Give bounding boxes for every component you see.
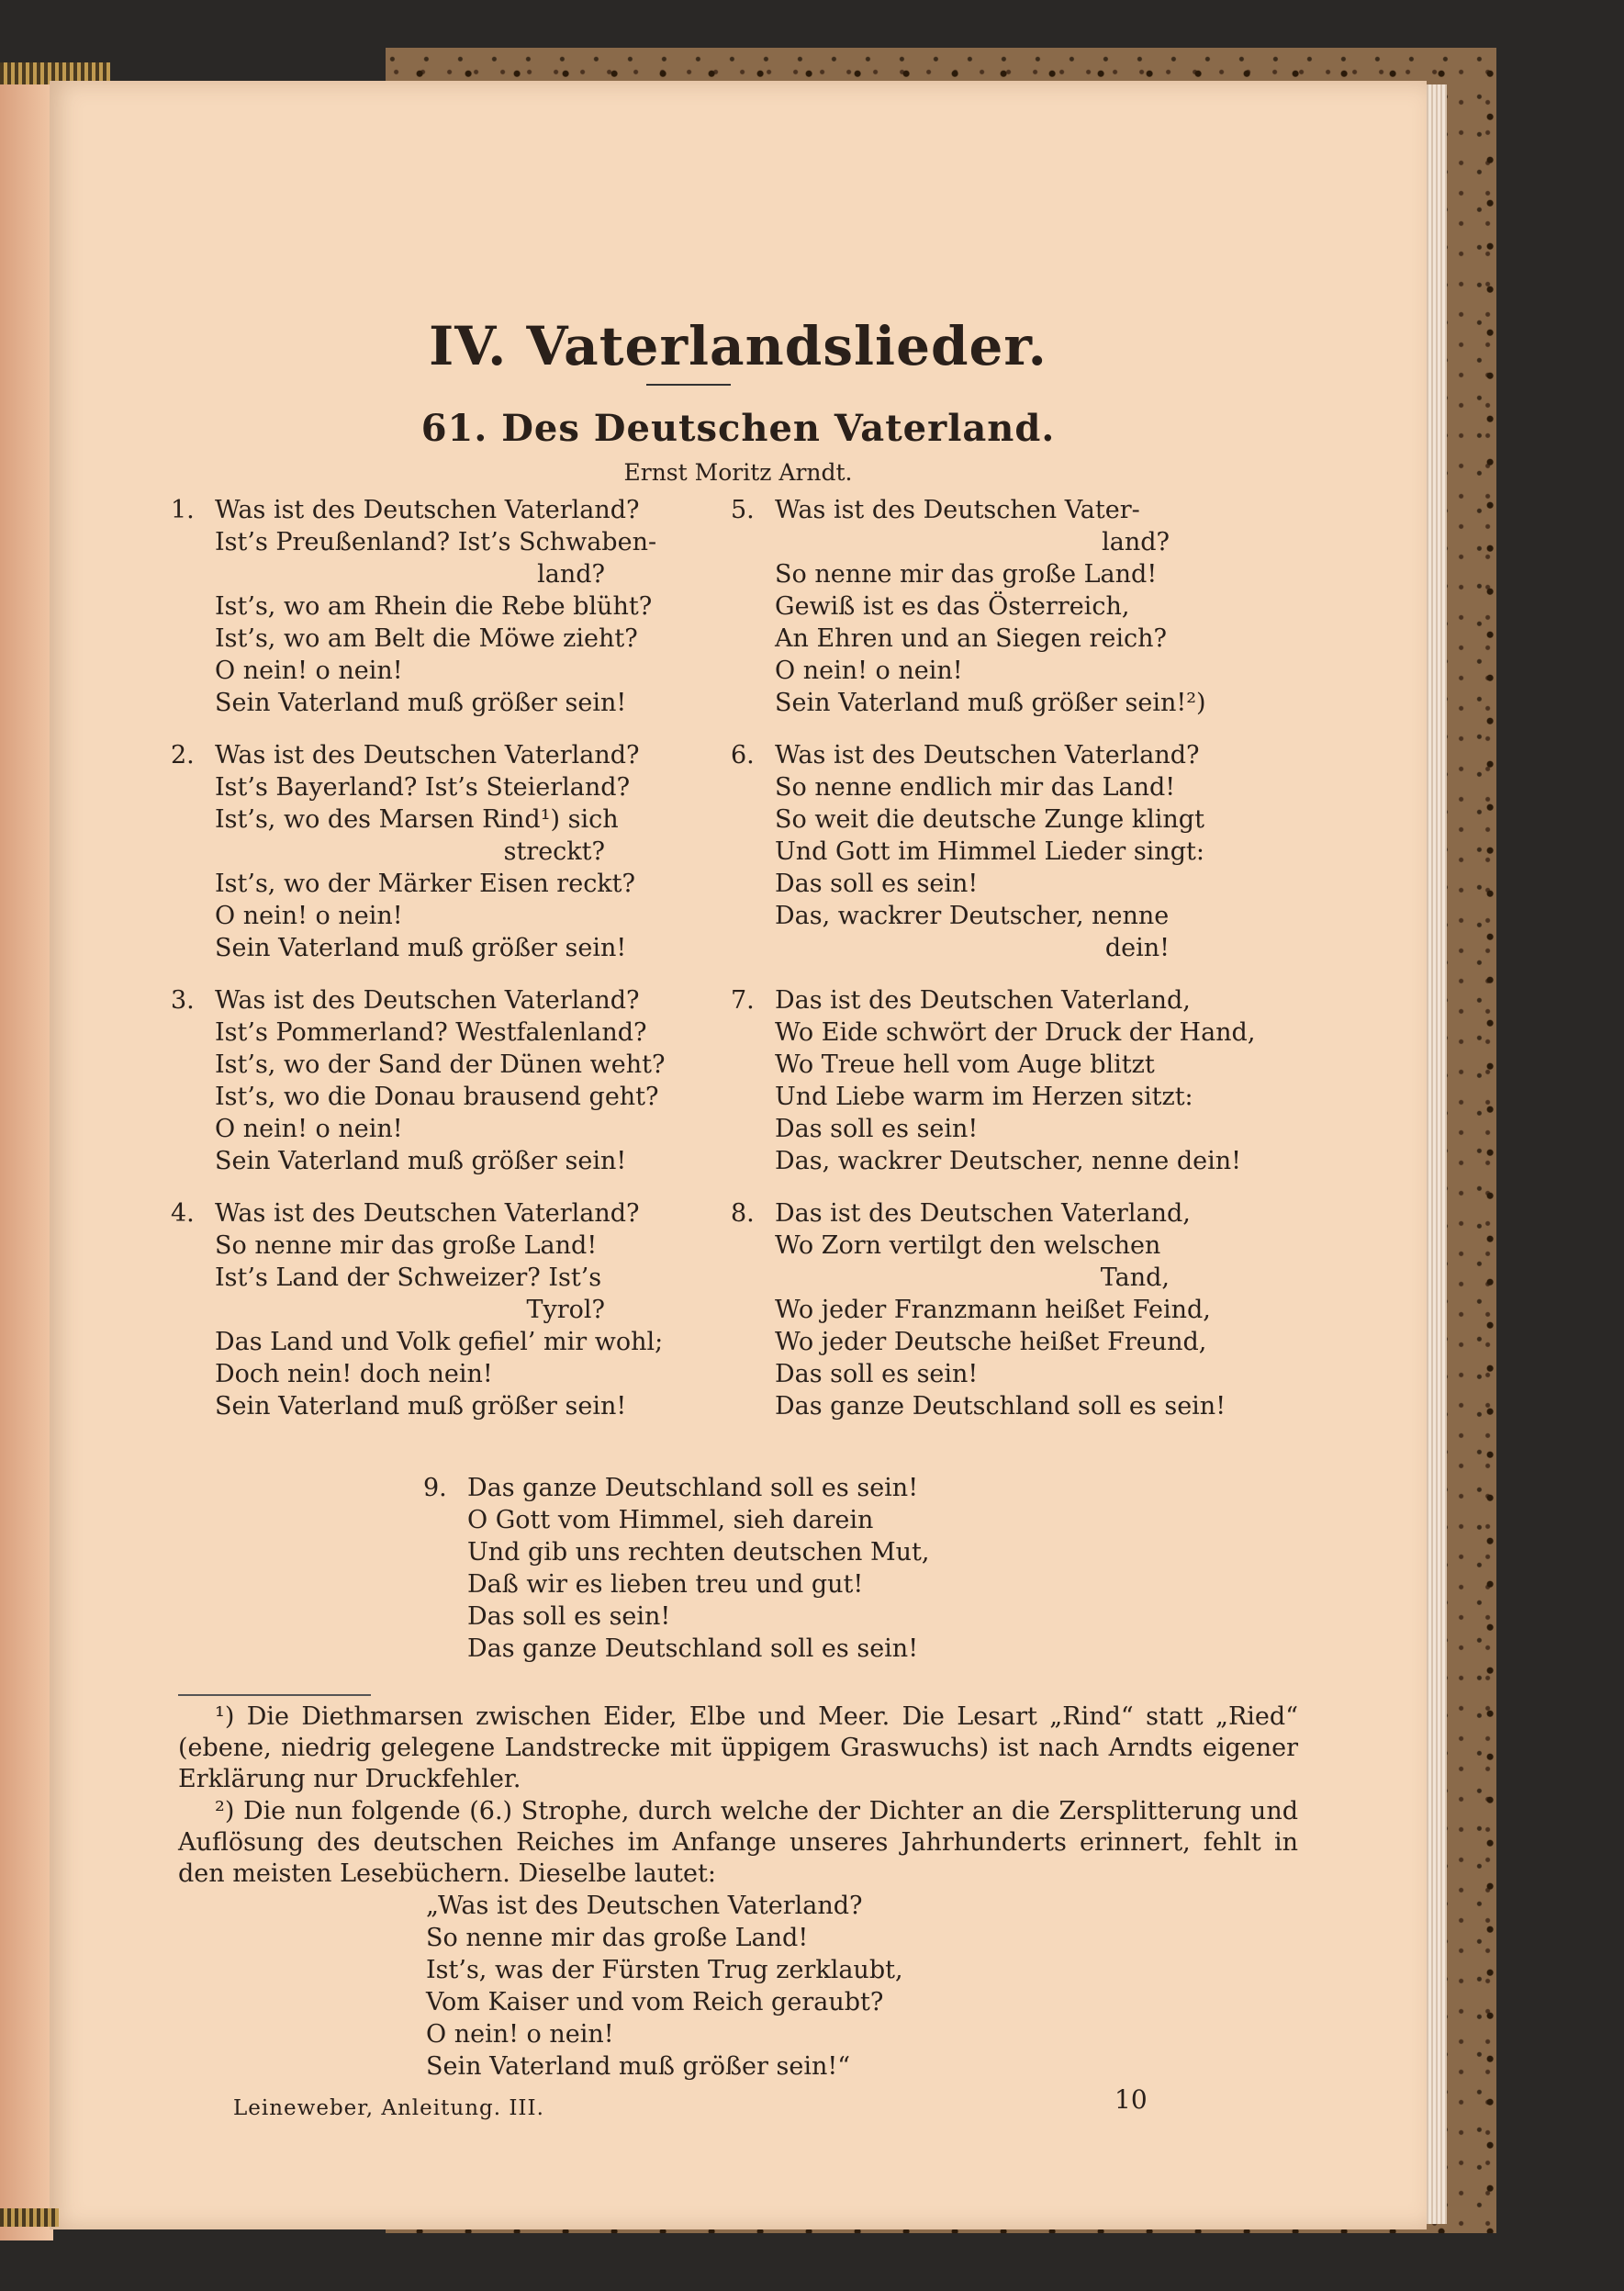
verse-line: Ist’s Bayerland? Ist’s Steierland? (215, 773, 631, 802)
quote-line: Ist’s, was der Fürsten Trug zerklaubt, (426, 1956, 903, 1984)
verse-line: Sein Vaterland muß größer sein! (215, 689, 627, 717)
verse-line: Das soll es sein! (775, 1115, 979, 1143)
stanza-8 (731, 1197, 1289, 1422)
verse-line: Ist’s, wo am Belt die Möwe zieht? (215, 624, 638, 653)
verse-line: Das, wackrer Deutscher, nenne dein! (775, 1147, 1241, 1175)
verse-line: An Ehren und an Siegen reich? (775, 624, 1167, 653)
verse-line: Wo Zorn vertilgt den welschen (775, 1231, 1161, 1260)
poem-column-left (171, 494, 724, 1422)
verse-line: Wo jeder Franzmann heißet Feind, (775, 1296, 1211, 1324)
verse-line: land? (537, 560, 605, 589)
verse-line: Was ist des Deutschen Vaterland? (215, 496, 640, 524)
stanza-number: 2. (171, 741, 195, 769)
verse-line: So weit die deutsche Zunge klingt (775, 805, 1204, 834)
section-title: IV. Vaterlandslieder. (429, 315, 1047, 377)
verse-line: Ist’s, wo die Donau brausend geht? (215, 1083, 659, 1111)
verse-line: Das, wackrer Deutscher, nenne (775, 902, 1170, 930)
verse-line: Sein Vaterland muß größer sein! (215, 1392, 627, 1421)
verse-line: Ist’s, wo des Marsen Rind¹) sich (215, 805, 619, 834)
verse-line: Daß wir es lieben treu und gut! (467, 1570, 864, 1599)
poem-final-stanza (423, 1472, 1018, 1665)
verse-line: Wo jeder Deutsche heißet Freund, (775, 1328, 1207, 1356)
verse-line: O nein! o nein! (215, 902, 403, 930)
verse-line: So nenne mir das große Land! (215, 1231, 598, 1260)
verse-line: dein! (1104, 934, 1170, 962)
verse-line: So nenne mir das große Land! (775, 560, 1158, 589)
verse-line: Das ganze Deutschland soll es sein! (467, 1474, 919, 1502)
quote-line: Vom Kaiser und vom Reich geraubt? (426, 1988, 884, 2016)
stanza-2 (171, 739, 724, 964)
poem-author: Ernst Moritz Arndt. (623, 459, 853, 486)
verse-line: Ist’s Land der Schweizer? Ist’s (215, 1263, 602, 1292)
verse-line: Tyrol? (526, 1296, 605, 1324)
stanza-9 (423, 1472, 1018, 1665)
quote-line: O nein! o nein! (426, 2020, 614, 2049)
verse-line: So nenne endlich mir das Land! (775, 773, 1176, 802)
stanza-6 (731, 739, 1289, 964)
stanza-number: 7. (731, 986, 755, 1015)
quote-line: „Was ist des Deutschen Vaterland? (426, 1892, 863, 1920)
page-number: 10 (1114, 2084, 1148, 2115)
poem-column-right (731, 494, 1289, 1422)
binding-tailband (0, 2208, 59, 2227)
verse-line: Ist’s, wo der Märker Eisen reckt? (215, 870, 635, 898)
verse-line: Tand, (1100, 1263, 1170, 1292)
verse-line: Was ist des Deutschen Vaterland? (215, 1199, 640, 1228)
footnote-quote (426, 1890, 903, 2083)
verse-line: Das ganze Deutschland soll es sein! (775, 1392, 1226, 1421)
verse-line: Was ist des Deutschen Vaterland? (215, 986, 640, 1015)
verse-line: Gewiß ist es das Österreich, (775, 592, 1130, 621)
verse-line: Das ist des Deutschen Vaterland, (775, 1199, 1191, 1228)
footnote-2: ²) Die nun folgende (6.) Strophe, durch welche der Dichter an die Zersplitterung und Auflösung des deutschen Reiches im Anfange unseres Jahrhunderts erinnert, fehlt in den meisten Lesebüchern. Dieselbe lautet: (178, 1797, 1298, 1888)
verse-line: O nein! o nein! (215, 1115, 403, 1143)
stanza-number: 5. (731, 496, 755, 524)
verse-line: Das soll es sein! (775, 870, 979, 898)
stanza-number: 4. (171, 1199, 195, 1228)
verse-line: Das ist des Deutschen Vaterland, (775, 986, 1191, 1015)
verse-line: O nein! o nein! (215, 657, 403, 685)
quote-line: So nenne mir das große Land! (426, 1924, 809, 1952)
stanza-number: 9. (423, 1474, 447, 1502)
verse-line: Ist’s Pommerland? Westfalenland? (215, 1018, 647, 1047)
verse-line: Und Gott im Himmel Lieder singt: (775, 837, 1204, 866)
verse-line: Das soll es sein! (775, 1360, 979, 1388)
footnote-1: ¹) Die Diethmarsen zwischen Eider, Elbe und Meer. Die Lesart „Rind“ statt „Ried“ (ebene, niedrig gelegene Landstrecke mit üppigem Graswuchs) ist nach Arndts eigener Erklärung nur Druckfehler. (178, 1702, 1298, 1793)
stanza-1 (171, 494, 724, 719)
verse-line: Doch nein! doch nein! (215, 1360, 493, 1388)
verse-line: O nein! o nein! (775, 657, 963, 685)
verse-line: Sein Vaterland muß größer sein!²) (775, 689, 1206, 717)
verse-line: Ist’s Preußenland? Ist’s Schwaben- (215, 528, 657, 556)
stanza-number: 6. (731, 741, 755, 769)
verse-line: Ist’s, wo der Sand der Dünen weht? (215, 1050, 666, 1079)
book-page (50, 81, 1427, 2229)
printer-signature: Leineweber, Anleitung. III. (233, 2096, 544, 2120)
quote-line: Sein Vaterland muß größer sein!“ (426, 2052, 850, 2081)
verse-line: Und Liebe warm im Herzen sitzt: (775, 1083, 1193, 1111)
verse-line: Ist’s, wo am Rhein die Rebe blüht? (215, 592, 653, 621)
footnote-divider (178, 1694, 371, 1696)
verse-line: Das soll es sein! (467, 1602, 671, 1631)
verse-line: streckt? (503, 837, 605, 866)
title-divider (646, 384, 731, 386)
verse-line: Wo Treue hell vom Auge blitzt (775, 1050, 1155, 1079)
stanza-5 (731, 494, 1289, 719)
verse-line: Sein Vaterland muß größer sein! (215, 934, 627, 962)
verse-line: Was ist des Deutschen Vaterland? (215, 741, 640, 769)
stanza-number: 1. (171, 496, 195, 524)
verse-line: Das ganze Deutschland soll es sein! (467, 1634, 919, 1663)
verse-line: Das Land und Volk gefiel’ mir wohl; (215, 1328, 664, 1356)
stanza-number: 8. (731, 1199, 755, 1228)
stanza-3 (171, 984, 724, 1177)
verse-line: Was ist des Deutschen Vater- (775, 496, 1140, 524)
verse-line: O Gott vom Himmel, sieh darein (467, 1506, 874, 1534)
verse-line: Und gib uns rechten deutschen Mut, (467, 1538, 930, 1567)
stanza-4 (171, 1197, 724, 1422)
stanza-number: 3. (171, 986, 195, 1015)
verse-line: Was ist des Deutschen Vaterland? (775, 741, 1200, 769)
poem-title: 61. Des Deutschen Vaterland. (420, 407, 1056, 450)
verse-line: land? (1102, 528, 1170, 556)
left-page-edge (0, 64, 53, 2240)
verse-line: Sein Vaterland muß größer sein! (215, 1147, 627, 1175)
verse-line: Wo Eide schwört der Druck der Hand, (775, 1018, 1256, 1047)
stanza-7 (731, 984, 1289, 1177)
